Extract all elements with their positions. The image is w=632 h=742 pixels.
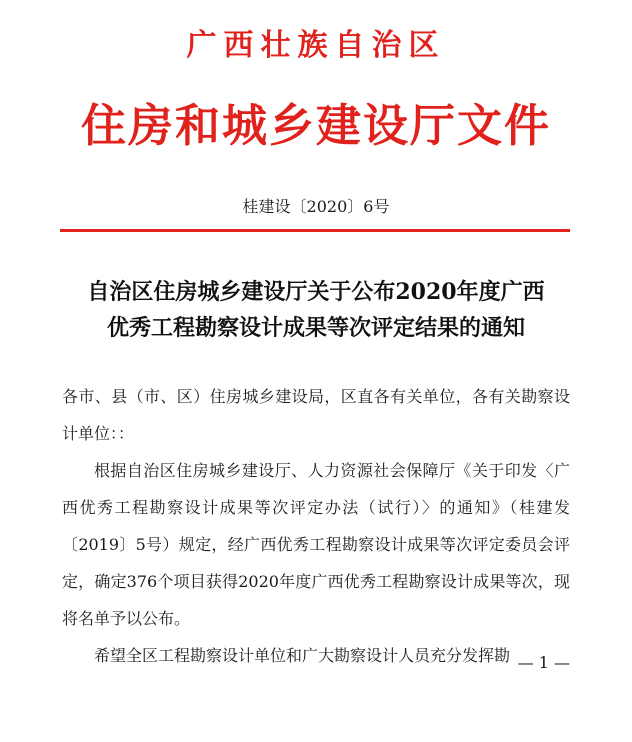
salutation: 各市、县（市、区）住房城乡建设局，区直各有关单位，各有关勘察设计单位：： — [62, 387, 570, 443]
red-divider-rule — [60, 229, 570, 232]
document-title-line2: 优秀工程勘察设计成果等次评定结果的通知 — [106, 315, 525, 341]
document-title-line1: 自治区住房城乡建设厅关于公布2020年度广西 — [87, 279, 545, 305]
issuer-region: 广西壮族自治区 — [186, 28, 446, 63]
body-paragraph-1: 根据自治区住房城乡建设厅、人力资源社会保障厅《关于印发〈广西优秀工程勘察设计成果等次评定办法（试行）〉的通知》（桂建发〔2019〕5号）规定，经广西优秀工程勘察设计成果等次评定委员会评定，确定376个项目获得2020年度广西优秀工程勘察设计成果等次，现将名单予以公布。 — [62, 461, 570, 628]
page-number: — 1 — — [517, 653, 570, 672]
document-number: 桂建设〔2020〕6号 — [242, 197, 390, 216]
document-title — [0, 274, 632, 346]
body-paragraph-2: 希望全区工程勘察设计单位和广大勘察设计人员充分发挥勘 — [94, 646, 511, 665]
issuer-department: 住房和城乡建设厅文件 — [80, 99, 551, 152]
document-body — [62, 378, 570, 674]
